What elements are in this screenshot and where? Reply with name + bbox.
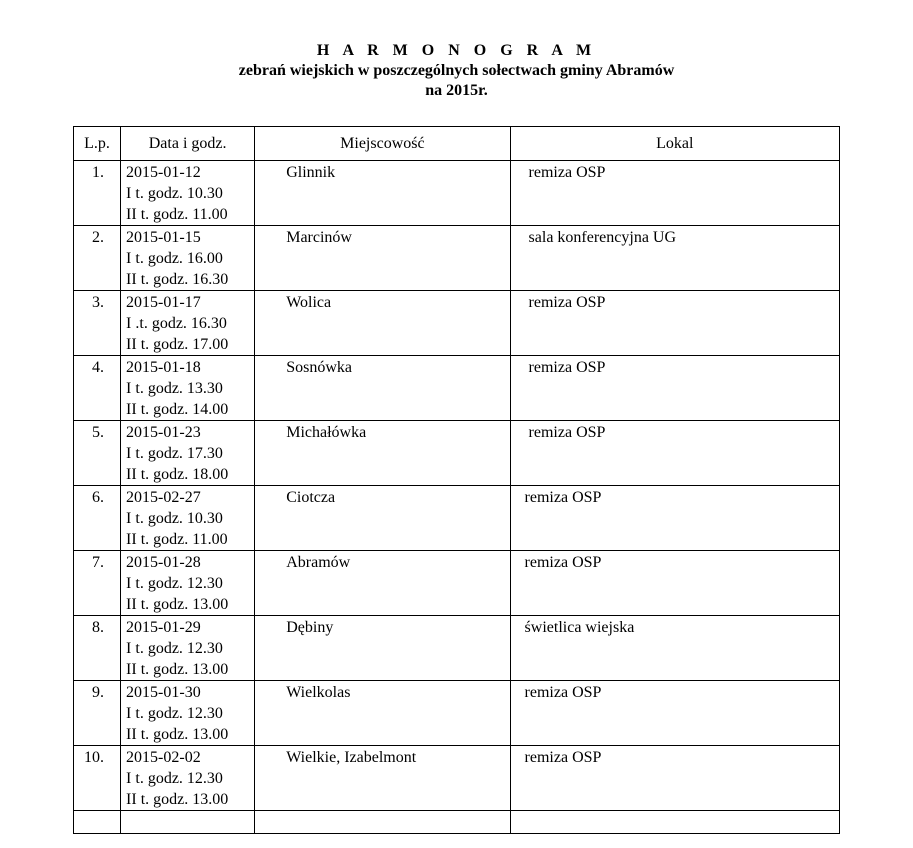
empty-table-row [74, 811, 840, 834]
row-place: Wielkie, Izabelmont [255, 746, 510, 811]
row-number: 8. [74, 616, 121, 681]
column-header-place: Miejscowość [255, 127, 510, 161]
row-second-term: II t. godz. 13.00 [126, 596, 229, 613]
row-first-term: I t. godz. 12.30 [126, 640, 223, 657]
row-number: 9. [74, 681, 121, 746]
row-date-time [121, 291, 255, 356]
empty-cell [510, 811, 839, 834]
table-header-row [74, 127, 840, 161]
row-lokal: remiza OSP [510, 681, 839, 746]
row-second-term: II t. godz. 13.00 [126, 791, 229, 808]
document-title: H A R M O N O G R A M [316, 42, 597, 59]
row-number: 1. [74, 161, 121, 226]
row-date: 2015-01-17 [126, 294, 201, 311]
row-number: 4. [74, 356, 121, 421]
row-second-term: II t. godz. 13.00 [126, 726, 229, 743]
row-first-term: I t. godz. 10.30 [126, 185, 223, 202]
table-row [74, 486, 840, 551]
row-date: 2015-01-28 [126, 554, 201, 571]
row-first-term: I t. godz. 17.30 [126, 445, 223, 462]
row-date: 2015-02-02 [126, 749, 201, 766]
row-place: Wolica [255, 291, 510, 356]
row-first-term: I t. godz. 12.30 [126, 705, 223, 722]
row-place: Ciotcza [255, 486, 510, 551]
row-place: Michałówka [255, 421, 510, 486]
row-second-term: II t. godz. 16.30 [126, 271, 229, 288]
row-date-time [121, 616, 255, 681]
row-lokal: remiza OSP [510, 486, 839, 551]
document-header [0, 40, 913, 101]
row-lokal: remiza OSP [510, 291, 839, 356]
row-date: 2015-01-30 [126, 684, 201, 701]
row-first-term: I t. godz. 12.30 [126, 575, 223, 592]
document-year: na 2015r. [425, 82, 488, 99]
table-row [74, 356, 840, 421]
row-number: 7. [74, 551, 121, 616]
row-date: 2015-01-18 [126, 359, 201, 376]
row-number: 5. [74, 421, 121, 486]
row-date: 2015-02-27 [126, 489, 201, 506]
row-date-time [121, 551, 255, 616]
row-second-term: II t. godz. 13.00 [126, 661, 229, 678]
row-place: Sosnówka [255, 356, 510, 421]
row-lokal: świetlica wiejska [510, 616, 839, 681]
row-lokal: remiza OSP [510, 421, 839, 486]
row-lokal: remiza OSP [510, 356, 839, 421]
row-date: 2015-01-29 [126, 619, 201, 636]
row-date: 2015-01-15 [126, 229, 201, 246]
row-date-time [121, 681, 255, 746]
schedule-table [73, 126, 840, 834]
row-date-time [121, 421, 255, 486]
row-place: Glinnik [255, 161, 510, 226]
row-lokal: sala konferencyjna UG [510, 226, 839, 291]
column-header-date: Data i godz. [121, 127, 255, 161]
row-place: Dębiny [255, 616, 510, 681]
row-number: 6. [74, 486, 121, 551]
table-row [74, 746, 840, 811]
row-number: 2. [74, 226, 121, 291]
row-number: 3. [74, 291, 121, 356]
row-date-time [121, 226, 255, 291]
table-row [74, 161, 840, 226]
row-date: 2015-01-23 [126, 424, 201, 441]
empty-cell [121, 811, 255, 834]
row-second-term: II t. godz. 11.00 [126, 206, 228, 223]
empty-cell [255, 811, 510, 834]
row-lokal: remiza OSP [510, 551, 839, 616]
column-header-lp: L.p. [74, 127, 121, 161]
row-date-time [121, 486, 255, 551]
table-row [74, 551, 840, 616]
row-lokal: remiza OSP [510, 161, 839, 226]
row-date: 2015-01-12 [126, 164, 201, 181]
row-second-term: II t. godz. 11.00 [126, 531, 228, 548]
row-date-time [121, 161, 255, 226]
row-number: 10. [74, 746, 121, 811]
row-place: Marcinów [255, 226, 510, 291]
row-second-term: II t. godz. 14.00 [126, 401, 229, 418]
table-row [74, 291, 840, 356]
column-header-lokal: Lokal [510, 127, 839, 161]
table-row [74, 421, 840, 486]
table-row [74, 681, 840, 746]
table-row [74, 226, 840, 291]
row-first-term: I t. godz. 16.00 [126, 250, 223, 267]
row-first-term: I .t. godz. 16.30 [126, 315, 227, 332]
row-first-term: I t. godz. 13.30 [126, 380, 223, 397]
row-first-term: I t. godz. 12.30 [126, 770, 223, 787]
table-row [74, 616, 840, 681]
row-date-time [121, 356, 255, 421]
row-date-time [121, 746, 255, 811]
row-place: Abramów [255, 551, 510, 616]
row-first-term: I t. godz. 10.30 [126, 510, 223, 527]
document-subtitle: zebrań wiejskich w poszczególnych sołectwach gminy Abramów [238, 62, 675, 79]
row-second-term: II t. godz. 17.00 [126, 336, 229, 353]
empty-cell [74, 811, 121, 834]
row-place: Wielkolas [255, 681, 510, 746]
row-second-term: II t. godz. 18.00 [126, 466, 229, 483]
row-lokal: remiza OSP [510, 746, 839, 811]
